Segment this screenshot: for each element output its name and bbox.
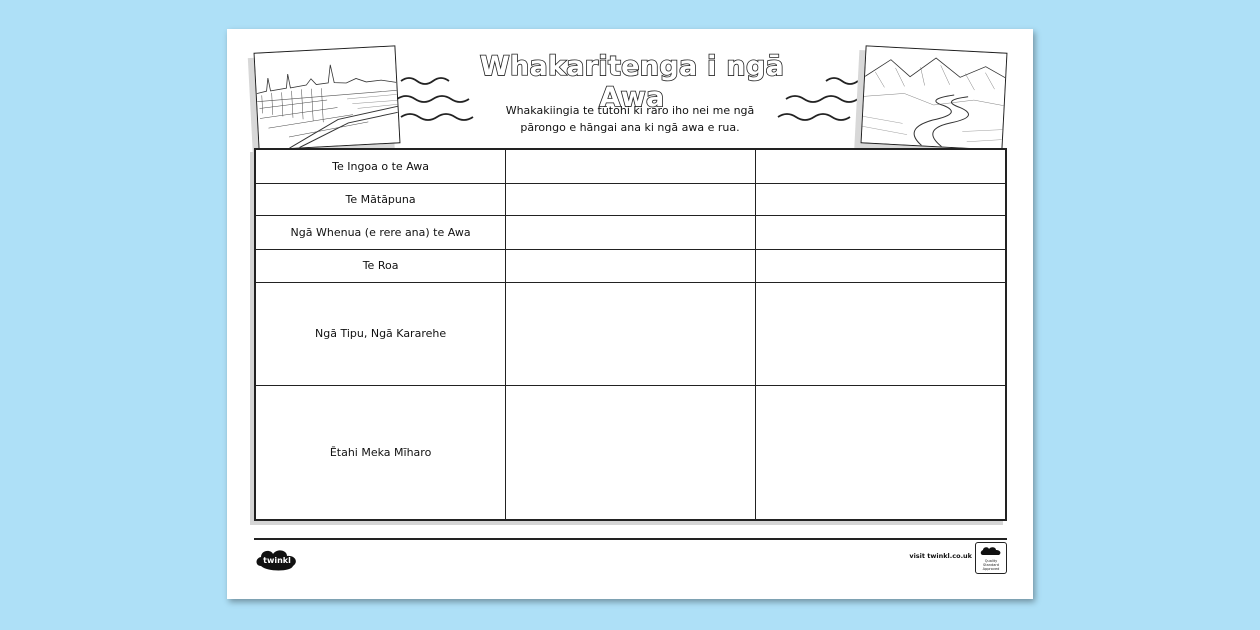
river-1-cell[interactable] (506, 386, 756, 519)
row-label: Ngā Whenua (e rere ana) te Awa (256, 215, 506, 249)
row-label: Ētahi Meka Mīharo (256, 386, 506, 519)
page-title: Whakaritenga i ngā Awa (479, 51, 785, 113)
row-label: Te Roa (256, 249, 506, 282)
mountain-river-illustration (861, 45, 1008, 150)
table-row (256, 249, 1005, 282)
river-2-cell[interactable] (755, 183, 1005, 215)
quality-badge (975, 542, 1007, 574)
river-2-cell[interactable] (755, 282, 1005, 385)
badge-text: Quality Standard Approved (982, 559, 1000, 571)
footer-divider (254, 538, 1007, 540)
table-row (256, 282, 1005, 385)
river-1-cell[interactable] (506, 183, 756, 215)
table-row (256, 183, 1005, 215)
worksheet-page (227, 29, 1033, 599)
river-2-cell[interactable] (755, 249, 1005, 282)
instructions-text: Whakakiingia te tūtohi ki raro iho nei me ngā pārongo e hāngai ana ki ngā awa e rua. (505, 104, 755, 134)
row-label: Te Ingoa o te Awa (256, 150, 506, 183)
twinkl-logo[interactable] (253, 544, 301, 574)
table-row (256, 215, 1005, 249)
river-1-cell[interactable] (506, 215, 756, 249)
river-2-cell[interactable] (755, 150, 1005, 183)
badge-logo-icon (979, 545, 1003, 557)
row-label: Ngā Tipu, Ngā Kararehe (256, 282, 506, 385)
river-2-cell[interactable] (755, 386, 1005, 519)
river-2-cell[interactable] (755, 215, 1005, 249)
table-row (256, 150, 1005, 183)
twinkl-logo-text: twinkl (263, 556, 291, 565)
table-row (256, 386, 1005, 519)
wave-lines-right (776, 75, 866, 127)
visit-link[interactable]: visit twinkl.co.uk (909, 552, 972, 560)
comparison-table (254, 148, 1007, 521)
row-label: Te Mātāpuna (256, 183, 506, 215)
city-river-illustration (254, 45, 401, 150)
river-1-cell[interactable] (506, 150, 756, 183)
river-1-cell[interactable] (506, 249, 756, 282)
river-1-cell[interactable] (506, 282, 756, 385)
